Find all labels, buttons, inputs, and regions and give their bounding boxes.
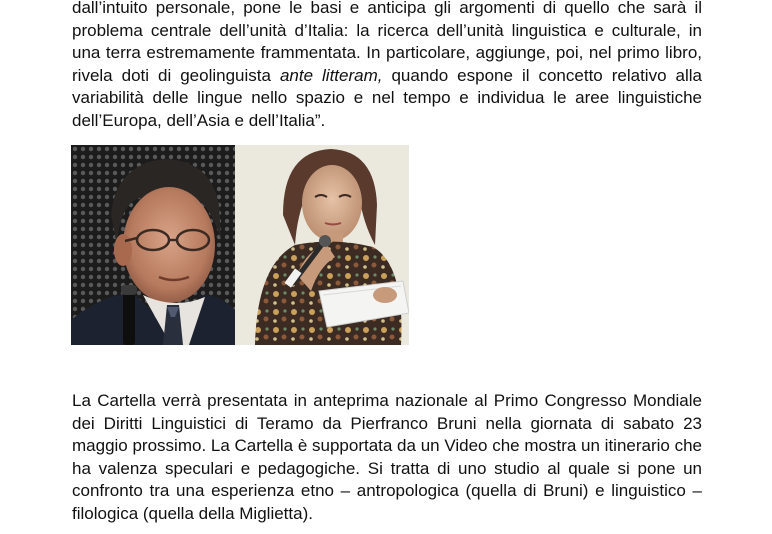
photo-man-with-glasses (71, 145, 235, 345)
paragraph-presentation: La Cartella verrà presentata in anteprima nazionale al Primo Congresso Mondiale dei Diritti Linguistici di Teramo da Pierfranco Bruni nella giornata di sabato 23 maggio prossimo. La Cartella è supportata da un Video che mostra un itinerario che ha valenza speculari e pedagogiche. Si tratta di uno studio al quale si pone un confronto tra una esperienza etno – antropologica (quella di Bruni) e linguistico – filologica (quella della Miglietta). (72, 391, 702, 523)
paragraph-intro-text-end: quando espone il concetto relativo alla variabilità delle lingue nello spazio e nel tempo e individua le aree linguistiche dell’Europa, dell’Asia e dell’Italia”. (72, 65, 702, 130)
photo-woman-speaking (235, 145, 409, 345)
italic-phrase: ante litteram, (279, 65, 383, 85)
photo-pair (71, 145, 409, 345)
paragraph-intro-text: dall’intuito personale, pone le basi e anticipa gli argomenti di quello che sarà il problema centrale dell’unità d’Italia: la ricerca dell’unità linguistica e culturale, in una terra estremamente frammentata. In particolare, aggiunge, poi, nel primo libro, rivela doti di geolinguista (72, 0, 702, 85)
paragraph-intro (72, 0, 702, 133)
